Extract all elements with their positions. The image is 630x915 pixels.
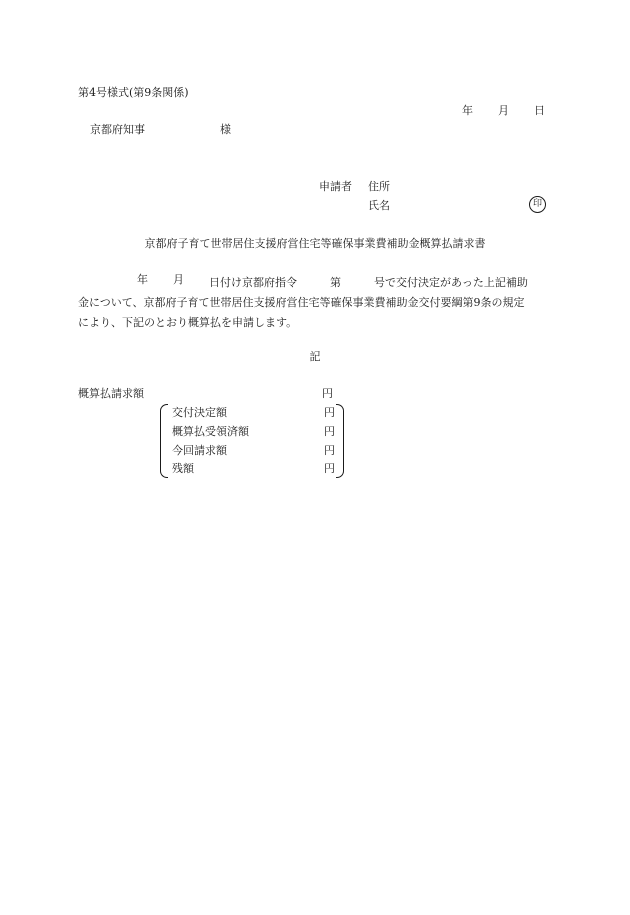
date-month-label: 月 [498,104,509,117]
body-year-label: 年 [137,273,148,286]
breakdown-label: 残額 [172,462,194,475]
breakdown-bracket-left [160,404,168,478]
document-title: 京都府子育て世帯居住支援府営住宅等確保事業費補助金概算払請求書 [144,237,486,250]
breakdown-unit: 円 [324,444,335,457]
address-label: 住所 [368,180,390,193]
breakdown-label: 概算払受領済額 [172,425,249,438]
breakdown-label: 今回請求額 [172,444,227,457]
applicant-label: 申請者 [319,180,352,193]
name-label: 氏名 [368,199,390,212]
date-day-label: 日 [534,104,545,117]
form-number: 第4号様式(第9条関係) [78,86,189,99]
honorific: 様 [220,123,231,136]
body-line-3: により、下記のとおり概算払を申請します。 [78,316,298,329]
breakdown-unit: 円 [324,425,335,438]
breakdown-bracket-right [336,404,344,478]
date-year-label: 年 [462,104,473,117]
request-amount-unit: 円 [322,387,333,400]
body-line-1: 日付け京都府指令 第 号で交付決定があった上記補助 [209,276,528,289]
body-line-2: 金について、京都府子育て世帯居住支援府営住宅等確保事業費補助金交付要綱第9条の規定 [78,296,525,309]
kinote: 記 [309,350,321,363]
body-paragraph [78,273,558,333]
breakdown-unit: 円 [324,406,335,419]
breakdown-label: 交付決定額 [172,406,227,419]
body-month-label: 月 [173,273,184,286]
seal-icon: 印 [529,196,546,213]
request-amount-label: 概算払請求額 [78,387,144,400]
breakdown-unit: 円 [324,462,335,475]
addressee: 京都府知事 [90,123,145,136]
